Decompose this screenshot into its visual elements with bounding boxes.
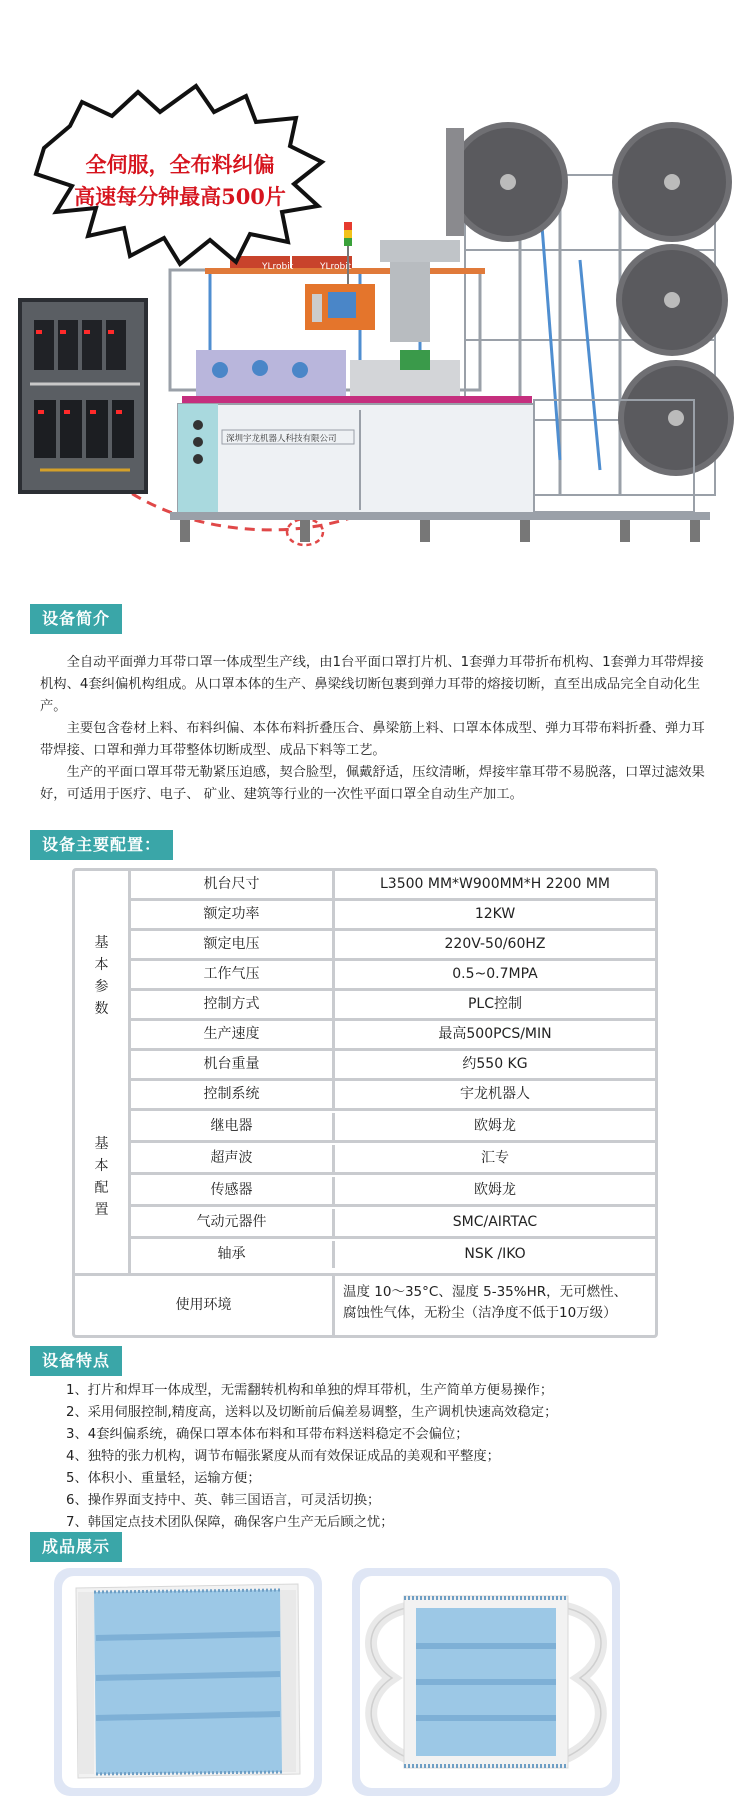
table-row (131, 1209, 655, 1239)
row-key: 轴承 (131, 1241, 335, 1268)
company-plate: 深圳宇龙机器人科技有限公司 (226, 434, 337, 444)
intro-paragraph-1: 全自动平面弹力耳带口罩一体成型生产线，由1台平面口罩打片机、1套弹力耳带折布机构、1套弹力耳带焊接机构、4套纠偏机构组成。从口罩本体的生产、鼻梁线切断包裹到弹力耳带的熔接切断，直至出成品完全自动化生产。 (40, 655, 704, 714)
hero-illustration (0, 0, 750, 580)
table-row (131, 1145, 655, 1175)
table-row (131, 901, 655, 931)
row-value: 欧姆龙 (474, 1182, 516, 1198)
group-label-params (75, 871, 131, 1081)
intro-text (40, 652, 710, 806)
row-value: PLC控制 (467, 996, 523, 1012)
row-value: 最高500PCS/MIN (438, 1026, 552, 1042)
table-row (131, 991, 655, 1021)
env-line-1: 温度 10～35°C、湿度 5-35%HR，无可燃性、 (343, 1284, 628, 1300)
servo-drives-photo (18, 298, 148, 494)
material-roll-icon (612, 122, 732, 242)
group-label-char: 数 (94, 1001, 109, 1017)
row-value: NSK /IKO (464, 1246, 526, 1262)
row-key: 气动元器件 (131, 1209, 335, 1236)
row-value: 宇龙机器人 (460, 1086, 530, 1102)
table-row (131, 1081, 655, 1111)
row-key: 工作气压 (131, 961, 335, 988)
list-item: 5、体积小、重量轻，运输方便； (66, 1471, 261, 1486)
group-label-char: 本 (94, 957, 109, 973)
list-item: 1、打片和焊耳一体成型，无需翻转机构和单独的焊耳带机，生产简单方便易操作； (66, 1383, 554, 1398)
row-value: L3500 MM*W900MM*H 2200 MM (380, 876, 610, 892)
table-row (131, 871, 655, 901)
material-roll-icon (616, 244, 728, 356)
list-item: 2、采用伺服控制,精度高，送料以及切断前后偏差易调整，生产调机快速高效稳定； (66, 1405, 558, 1420)
row-key: 额定功率 (131, 901, 335, 928)
group-label-char: 配 (94, 1180, 109, 1196)
burst-line-1: 全伺服，全布料纠偏 (85, 152, 275, 177)
row-value: 12KW (474, 906, 516, 922)
table-row-environment (75, 1273, 655, 1335)
features-list (66, 1380, 726, 1534)
group-label-char: 基 (94, 935, 109, 951)
table-row (131, 1021, 655, 1051)
row-value: 约550 KG (462, 1056, 528, 1072)
section-title-features: 设备特点 (30, 1346, 122, 1376)
row-value: SMC/AIRTAC (452, 1214, 538, 1230)
row-key: 机台重量 (131, 1051, 335, 1078)
table-row (131, 1241, 655, 1271)
row-value: 0.5~0.7MPA (452, 966, 538, 982)
list-item: 6、操作界面支持中、英、韩三国语言，可灵活切换； (66, 1493, 381, 1508)
row-key: 生产速度 (131, 1021, 335, 1048)
group-basic-config (75, 1081, 655, 1273)
intro-paragraph-3: 生产的平面口罩耳带无勒紧压迫感，契合脸型，佩戴舒适，压纹清晰，焊接牢靠耳带不易脱落，口罩过滤效果好，可适用于医疗、电子、 矿业、建筑等行业的一次性平面口罩全自动生产加工。 (40, 765, 705, 802)
table-row (131, 1177, 655, 1207)
row-key: 使用环境 (75, 1276, 335, 1335)
row-value (343, 1282, 649, 1324)
table-row (131, 1051, 655, 1081)
list-item: 3、4套纠偏系统，确保口罩本体布料和耳带布料送料稳定不会偏位； (66, 1427, 469, 1442)
group-basic-params (75, 871, 655, 1081)
list-item: 4、独特的张力机构，调节布幅张紧度从而有效保证成品的美观和平整度； (66, 1449, 500, 1464)
table-row (131, 1113, 655, 1143)
hero-banner (0, 0, 750, 580)
row-value: 汇专 (481, 1150, 509, 1166)
material-roll-icon (618, 360, 734, 476)
row-key: 控制方式 (131, 991, 335, 1018)
section-title-intro: 设备简介 (30, 604, 122, 634)
burst-line-2: 高速每分钟最高500片 (74, 184, 286, 209)
env-line-2: 腐蚀性气体，无粉尘（洁净度不低于10万级） (343, 1305, 617, 1321)
row-key: 额定电压 (131, 931, 335, 958)
group-label-char: 置 (94, 1202, 109, 1218)
product-panel-1 (54, 1568, 322, 1796)
row-key: 机台尺寸 (131, 871, 335, 898)
product-panel-2 (352, 1568, 620, 1796)
group-label-char: 基 (94, 1136, 109, 1152)
config-table (72, 868, 658, 1338)
row-key: 超声波 (131, 1145, 335, 1172)
mask-with-earloops-image (352, 1568, 620, 1796)
row-value: 欧姆龙 (474, 1118, 516, 1134)
intro-paragraph-2: 主要包含卷材上料、布料纠偏、本体布料折叠压合、鼻梁筋上料、口罩本体成型、弹力耳带布料折叠、弹力耳带焊接、口罩和弹力耳带整体切断成型、成品下料等工艺。 (40, 721, 705, 758)
group-label-char: 本 (94, 1158, 109, 1174)
speech-burst (36, 86, 322, 264)
row-key: 继电器 (131, 1113, 335, 1140)
list-item: 7、韩国定点技术团队保障，确保客户生产无后顾之忧； (66, 1515, 394, 1530)
brand-mark-2: YLrobit (320, 262, 352, 272)
mask-flat-image (54, 1568, 322, 1796)
group-label-config (75, 1081, 131, 1273)
group-label-char: 参 (94, 979, 109, 995)
table-row (131, 931, 655, 961)
row-key: 传感器 (131, 1177, 335, 1204)
table-row (131, 961, 655, 991)
section-title-products: 成品展示 (30, 1532, 122, 1562)
brand-mark-1: YLrobit (262, 262, 294, 272)
section-title-config: 设备主要配置： (30, 830, 173, 860)
row-key: 控制系统 (131, 1081, 335, 1108)
row-value: 220V-50/60HZ (444, 936, 546, 952)
